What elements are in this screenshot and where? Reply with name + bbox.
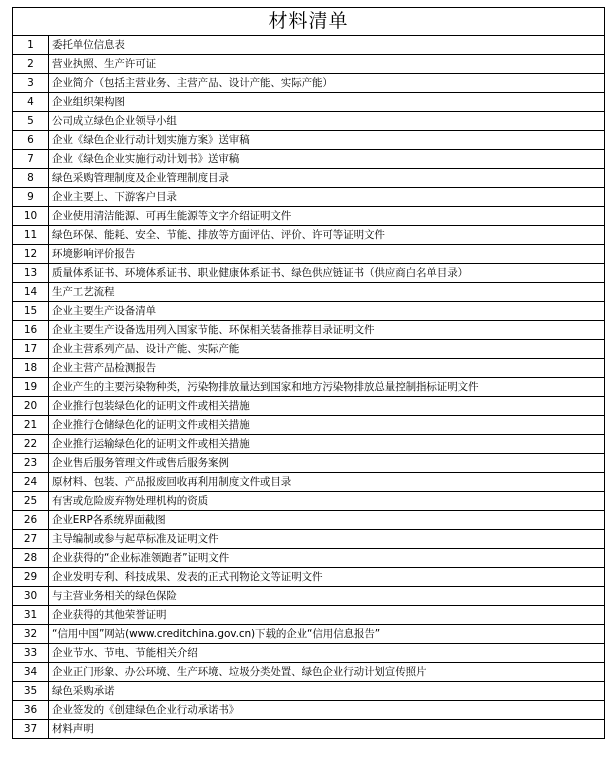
item-description: 企业主营产品检测报告 — [49, 359, 605, 378]
item-number: 34 — [13, 663, 49, 682]
table-row — [13, 359, 605, 378]
item-number: 10 — [13, 207, 49, 226]
item-number: 27 — [13, 530, 49, 549]
item-number: 29 — [13, 568, 49, 587]
item-description: 与主营业务相关的绿色保险 — [49, 587, 605, 606]
item-number: 9 — [13, 188, 49, 207]
item-description: 企业主要生产设备清单 — [49, 302, 605, 321]
item-description: 绿色采购管理制度及企业管理制度目录 — [49, 169, 605, 188]
item-number: 18 — [13, 359, 49, 378]
item-description: 质量体系证书、环境体系证书、职业健康体系证书、绿色供应链证书（供应商白名单目录） — [49, 264, 605, 283]
item-number: 3 — [13, 74, 49, 93]
item-number: 35 — [13, 682, 49, 701]
table-row — [13, 701, 605, 720]
item-description: 企业获得的“企业标准领跑者”证明文件 — [49, 549, 605, 568]
item-description: 环境影响评价报告 — [49, 245, 605, 264]
item-number: 14 — [13, 283, 49, 302]
item-description: 企业ERP各系统界面截图 — [49, 511, 605, 530]
item-description: 公司成立绿色企业领导小组 — [49, 112, 605, 131]
item-number: 11 — [13, 226, 49, 245]
item-description: 企业推行包装绿色化的证明文件或相关措施 — [49, 397, 605, 416]
item-description: 企业产生的主要污染物种类，污染物排放量达到国家和地方污染物排放总量控制指标证明文件 — [49, 378, 605, 397]
item-description: 企业签发的《创建绿色企业行动承诺书》 — [49, 701, 605, 720]
table-row — [13, 207, 605, 226]
table-row — [13, 93, 605, 112]
table-row — [13, 454, 605, 473]
item-description: 企业主营系列产品、设计产能、实际产能 — [49, 340, 605, 359]
item-description: 企业简介（包括主营业务、主营产品、设计产能、实际产能） — [49, 74, 605, 93]
item-number: 24 — [13, 473, 49, 492]
item-number: 4 — [13, 93, 49, 112]
item-number: 30 — [13, 587, 49, 606]
table-row — [13, 55, 605, 74]
table-row — [13, 530, 605, 549]
item-description: 企业《绿色企业行动计划实施方案》送审稿 — [49, 131, 605, 150]
item-description: 营业执照、生产许可证 — [49, 55, 605, 74]
table-row — [13, 568, 605, 587]
table-row — [13, 473, 605, 492]
item-number: 8 — [13, 169, 49, 188]
table-row — [13, 549, 605, 568]
item-number: 32 — [13, 625, 49, 644]
table-row — [13, 416, 605, 435]
item-description: 原材料、包装、产品报废回收再利用制度文件或目录 — [49, 473, 605, 492]
item-description: 企业《绿色企业实施行动计划书》送审稿 — [49, 150, 605, 169]
table-row — [13, 245, 605, 264]
table-row — [13, 644, 605, 663]
materials-table-body — [13, 8, 605, 739]
item-number: 7 — [13, 150, 49, 169]
item-description: 企业使用清洁能源、可再生能源等文字介绍证明文件 — [49, 207, 605, 226]
table-row — [13, 36, 605, 55]
table-row — [13, 321, 605, 340]
table-row — [13, 397, 605, 416]
item-number: 2 — [13, 55, 49, 74]
item-description: 企业售后服务管理文件或售后服务案例 — [49, 454, 605, 473]
item-number: 6 — [13, 131, 49, 150]
item-number: 25 — [13, 492, 49, 511]
item-description: 企业发明专利、科技成果、发表的正式刊物论文等证明文件 — [49, 568, 605, 587]
item-number: 15 — [13, 302, 49, 321]
item-description: 绿色采购承诺 — [49, 682, 605, 701]
table-row — [13, 492, 605, 511]
item-number: 21 — [13, 416, 49, 435]
item-number: 19 — [13, 378, 49, 397]
table-title: 材料清单 — [13, 8, 605, 36]
item-number: 31 — [13, 606, 49, 625]
item-description: 绿色环保、能耗、安全、节能、排放等方面评估、评价、许可等证明文件 — [49, 226, 605, 245]
item-number: 16 — [13, 321, 49, 340]
table-row — [13, 150, 605, 169]
table-row — [13, 226, 605, 245]
table-row — [13, 587, 605, 606]
item-description: 企业获得的其他荣誉证明 — [49, 606, 605, 625]
item-number: 12 — [13, 245, 49, 264]
table-row — [13, 625, 605, 644]
item-description: 主导编制或参与起草标准及证明文件 — [49, 530, 605, 549]
item-description: 企业组织架构图 — [49, 93, 605, 112]
title-row — [13, 8, 605, 36]
item-number: 13 — [13, 264, 49, 283]
table-row — [13, 340, 605, 359]
table-row — [13, 74, 605, 93]
table-row — [13, 511, 605, 530]
table-row — [13, 435, 605, 454]
item-description: 材料声明 — [49, 720, 605, 739]
materials-table — [12, 7, 605, 739]
table-row — [13, 112, 605, 131]
table-row — [13, 663, 605, 682]
table-row — [13, 682, 605, 701]
item-description: 企业主要上、下游客户目录 — [49, 188, 605, 207]
item-number: 37 — [13, 720, 49, 739]
item-number: 22 — [13, 435, 49, 454]
item-number: 1 — [13, 36, 49, 55]
item-number: 23 — [13, 454, 49, 473]
item-description: “信用中国”网站(www.creditchina.gov.cn)下载的企业“信用信息报告” — [49, 625, 605, 644]
table-row — [13, 283, 605, 302]
item-description: 企业推行仓储绿色化的证明文件或相关措施 — [49, 416, 605, 435]
item-description: 企业主要生产设备选用列入国家节能、环保相关装备推荐目录证明文件 — [49, 321, 605, 340]
item-number: 36 — [13, 701, 49, 720]
item-description: 委托单位信息表 — [49, 36, 605, 55]
item-number: 20 — [13, 397, 49, 416]
item-number: 26 — [13, 511, 49, 530]
item-description: 企业正门形象、办公环境、生产环境、垃圾分类处置、绿色企业行动计划宣传照片 — [49, 663, 605, 682]
item-number: 5 — [13, 112, 49, 131]
item-number: 17 — [13, 340, 49, 359]
table-row — [13, 378, 605, 397]
table-row — [13, 188, 605, 207]
table-row — [13, 264, 605, 283]
table-row — [13, 302, 605, 321]
item-description: 有害或危险废弃物处理机构的资质 — [49, 492, 605, 511]
item-number: 33 — [13, 644, 49, 663]
item-description: 企业推行运输绿色化的证明文件或相关措施 — [49, 435, 605, 454]
table-row — [13, 169, 605, 188]
item-description: 企业节水、节电、节能相关介绍 — [49, 644, 605, 663]
table-row — [13, 606, 605, 625]
table-row — [13, 131, 605, 150]
item-number: 28 — [13, 549, 49, 568]
table-row — [13, 720, 605, 739]
item-description: 生产工艺流程 — [49, 283, 605, 302]
